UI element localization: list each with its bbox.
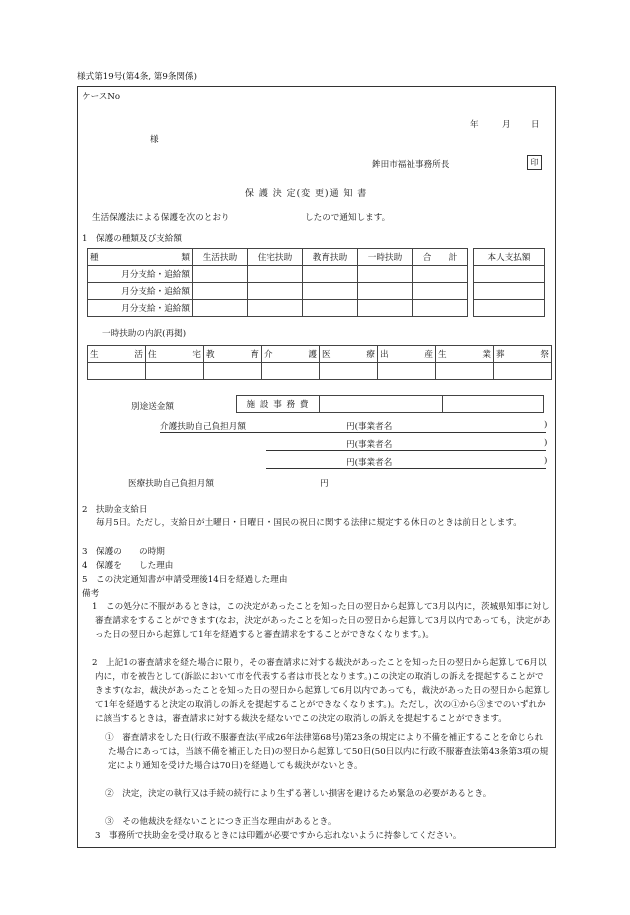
table-cell [204, 363, 262, 380]
table-cell [413, 266, 468, 283]
care-line-2 [266, 450, 546, 451]
medical-yen: 円 [320, 479, 329, 489]
table-cell [303, 266, 358, 283]
table-cell [474, 283, 545, 300]
table-cell [320, 363, 378, 380]
table-header: 介 護 [262, 346, 320, 363]
temp-aid-table [87, 345, 552, 380]
care-line-1 [160, 432, 546, 433]
table-cell [378, 363, 436, 380]
table-header: 一時扶助 [358, 249, 413, 266]
care-yen-2: 円(事業者名 [346, 440, 393, 450]
table-cell [146, 363, 204, 380]
section5: 5 この決定通知書が申請受理後14日を経過した理由 [82, 575, 288, 585]
table-header: 医 療 [320, 346, 378, 363]
table-cell [494, 363, 552, 380]
section1-heading: 1 保護の種類及び支給額 [82, 234, 182, 244]
table-row [88, 363, 552, 380]
table-header: 出 産 [378, 346, 436, 363]
table-header: 合 計 [413, 249, 468, 266]
table-header-row [88, 249, 468, 266]
care-close-1: ) [544, 420, 548, 430]
table-cell [303, 283, 358, 300]
facility-fee-extra [443, 396, 544, 413]
intro-part2: したので通知します。 [305, 213, 391, 223]
intro-part1: 生活保護法による保護を次のとおり [92, 213, 230, 223]
table-header: 住宅扶助 [248, 249, 303, 266]
table-cell [358, 300, 413, 317]
table-header: 生 業 [436, 346, 494, 363]
note-3: 3 事務所で扶助金を受け取るときには印鑑が必要ですから忘れないように持参してください。 [95, 831, 462, 841]
separate-remittance-label: 別途送金額 [131, 402, 174, 412]
table-cell [248, 266, 303, 283]
table-row [88, 266, 468, 283]
care-yen-1: 円(事業者名 [346, 422, 393, 432]
self-pay-table [473, 248, 545, 317]
table-cell [413, 300, 468, 317]
note-2-sub-1: ① 審査請求をした日(行政不服審査法(平成26年法律第68号)第23条の規定により不備を補正することを命じられた場合にあっては，当該不備を補正した日)の翌日から起算して50日(50日以内に行政不服審査法第43条第3項の規定により通知を受けた場合は70日)を経過しても裁決がないとき。 [105, 733, 549, 771]
addressee-suffix: 様 [150, 135, 159, 145]
table-header: 教 育 [204, 346, 262, 363]
table-cell [358, 283, 413, 300]
table-cell [358, 266, 413, 283]
row-label: 月分支給・追給額 [88, 266, 193, 283]
facility-fee-label: 施 設 事 務 費 [237, 396, 320, 413]
table-cell [413, 283, 468, 300]
benefit-table [87, 248, 468, 317]
table-row [88, 283, 468, 300]
note-1: 1 この処分に不服があるときは，この決定があったことを知った日の翌日から起算して3月以内に，茨城県知事に対し審査請求をすることができます(なお，決定があったことを知った日の翌日から起算して3月以内であっても，決定があった日の翌日から起算して1年を経過すると審査請求をすることができなくなります。)。 [92, 602, 551, 640]
table-row [88, 300, 468, 317]
facility-fee-amount [320, 396, 443, 413]
table-header: 葬 祭 [494, 346, 552, 363]
table-header-row [88, 346, 552, 363]
table-cell [303, 300, 358, 317]
seal-stamp: 印 [527, 155, 542, 170]
table-cell [193, 300, 248, 317]
care-close-2: ) [544, 438, 548, 448]
section4: 4 保護を した理由 [82, 561, 174, 571]
medical-self-pay-label: 医療扶助自己負担月額 [128, 479, 214, 489]
note-2-sub-2: ② 決定，決定の執行又は手続の続行により生ずる著しい損害を避けるため緊急の必要があるとき。 [105, 789, 492, 799]
care-self-pay-label: 介護扶助自己負担月額 [160, 422, 246, 432]
page-title: 保 護 決 定(変 更)通 知 書 [245, 189, 368, 199]
facility-fee-table [236, 395, 544, 413]
table-cell [262, 363, 320, 380]
note-2: 2 上記1の審査請求を経た場合に限り，その審査請求に対する裁決があったことを知った日の翌日から起算して6月以内に，市を被告として(訴訟において市を代表する者は市長となります。)この決定の取消しの訴えを提起することができます(なお，裁決があったことを知った日の翌日から起算して6月以内であっても，裁決があった日の翌日から起算して1年を経過すると決定の取消しの訴えを提起することができなくなります。)。ただし，次の①から③までのいずれかに該当するときは，審査請求に対する裁決を経ないでこの決定の取消しの訴えを提起することができます。 [92, 658, 551, 724]
table-cell [436, 363, 494, 380]
self-pay-header: 本人支払額 [474, 249, 545, 266]
table-header: 種 類 [88, 249, 193, 266]
row-label: 月分支給・追給額 [88, 283, 193, 300]
date-month: 月 [502, 120, 511, 130]
temp-aid-heading: 一時扶助の内訳(再掲) [102, 329, 187, 339]
table-cell [474, 266, 545, 283]
notes-heading: 備考 [82, 589, 100, 599]
table-header: 生 活 [88, 346, 146, 363]
case-number-label: ケースNo [82, 92, 121, 102]
date-day: 日 [531, 120, 540, 130]
table-cell [248, 283, 303, 300]
section2-text: 毎月5日。ただし，支給日が土曜日・日曜日・国民の祝日に関する法律に規定する休日のときは前日とします。 [96, 518, 522, 528]
table-header: 住 宅 [146, 346, 204, 363]
issuer-name: 鉾田市福祉事務所長 [372, 160, 450, 170]
section3: 3 保護の の時期 [82, 547, 165, 557]
table-header: 生活扶助 [193, 249, 248, 266]
form-label: 様式第19号(第4条, 第9条関係) [77, 72, 197, 82]
care-line-3 [266, 468, 546, 469]
table-cell [88, 363, 146, 380]
note-2-sub-3: ③ その他裁決を経ないことにつき正当な理由があるとき。 [105, 817, 337, 827]
table-cell [474, 300, 545, 317]
section2-heading: 2 扶助金支給日 [82, 505, 148, 515]
table-cell [193, 283, 248, 300]
care-yen-3: 円(事業者名 [346, 458, 393, 468]
date-year: 年 [470, 120, 479, 130]
table-header: 教育扶助 [303, 249, 358, 266]
row-label: 月分支給・追給額 [88, 300, 193, 317]
table-cell [193, 266, 248, 283]
care-close-3: ) [544, 456, 548, 466]
table-cell [248, 300, 303, 317]
